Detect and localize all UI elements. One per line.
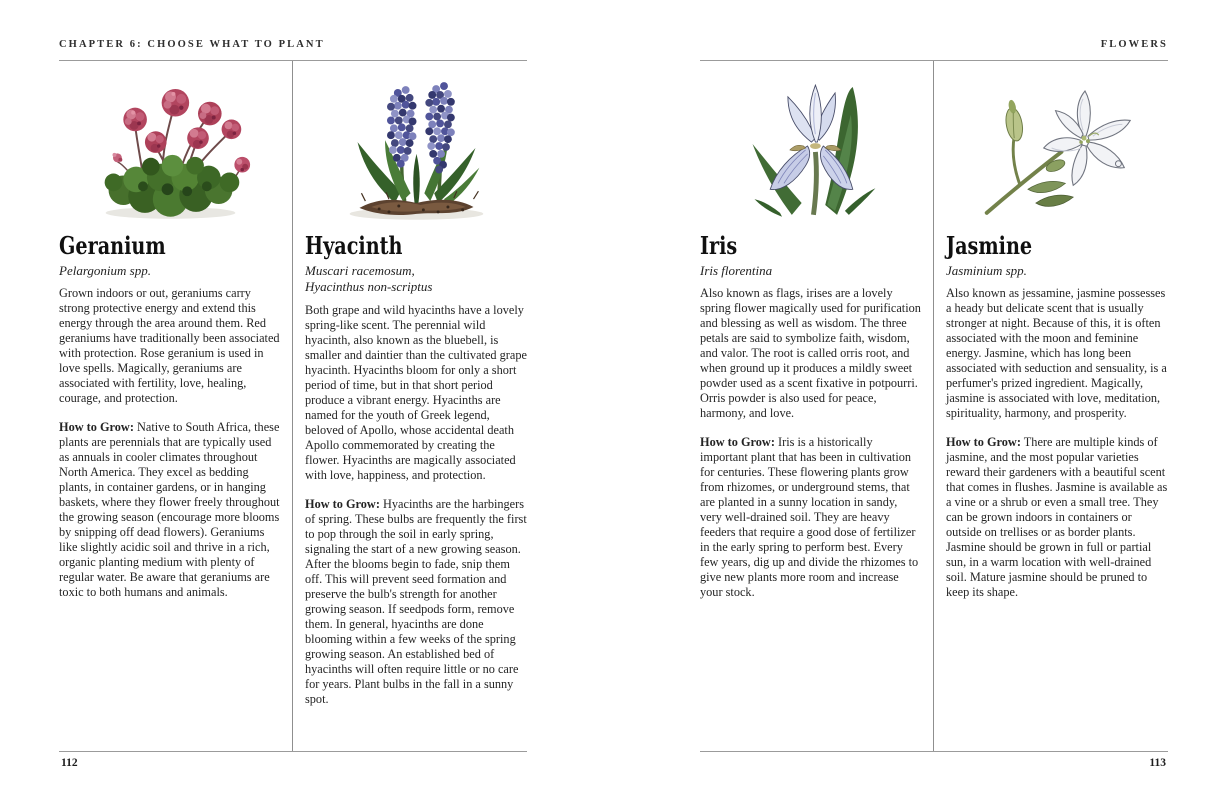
hyacinth-illustration: [305, 70, 527, 222]
entry-title: Iris: [700, 231, 738, 260]
jasmine-illustration: [946, 70, 1168, 222]
footer-rule: [59, 751, 527, 752]
entry-description: Grown indoors or out, geraniums carry strong protective energy and extend this energy through the area around them. Red geraniums have traditionally been associated with protection. Rose geranium is used in love spells. Magically, geraniums are associated with fertility, love, healing, courage, and protection.: [59, 286, 280, 406]
entry-latin-name: [305, 263, 527, 296]
entry-how-to-grow: [946, 435, 1168, 600]
running-head-right: FLOWERS: [1100, 39, 1168, 50]
page-left: [59, 0, 527, 800]
how-to-grow-text: Iris is a historically important plant that has been in cultivation for centuries. These flowering plants grow from rhizomes, or underground stems, that are planted in a sunny location in sandy, very well-drained soil. They are heavy feeders that require a good dose of fertilizer in the early spring to perform best. Every few years, dig up and divide the rhizomes to give new plants more room and increase your stock.: [700, 435, 919, 600]
iris-illustration: [700, 70, 922, 222]
entry-geranium: [59, 61, 293, 751]
entry-jasmine: [934, 61, 1168, 751]
how-to-grow-text: Hyacinths are the harbingers of spring. These bulbs are frequently the first to pop through the soil in early spring, signaling the start of a new growing season. After the blooms begin to fade, snip them off. This will prevent seed formation and preserve the bulb's strength for another growing season. If seedpods form, remove them. In general, hyacinths are done blooming within a few weeks of the spring growing season. An established bed of hyacinths will often require little or no care for years. Plant bulbs in the fall in a sunny spot.: [305, 496, 527, 706]
geranium-illustration: [59, 70, 281, 222]
footer-rule: [700, 751, 1168, 752]
entry-description: Also known as flags, irises are a lovely spring flower magically used for purification and blessing as well as wisdom. The three petals are said to symbolize faith, wisdom, and valor. The root is called orris root, and when ground up it produces a mildly sweet powder used as a scent fixative in potpourri. Orris powder is also used for peace, harmony, and love.: [700, 286, 921, 421]
entry-description: Both grape and wild hyacinths have a lovely spring-like scent. The perennial wild hyacinth, also known as the bluebell, is smaller and daintier than the cultivated grape hyacinth. Hyacinths bloom for only a short period of time, but in that short period produce a vibrant energy. Hyacinths are named for the youth of Greek legend, beloved of Apollo, whose accidental death Apollo commemorated by creating the flower. Hyacinths are magically associated with love, happiness, and protection.: [305, 302, 527, 482]
how-to-grow-label: How to Grow:: [946, 435, 1021, 450]
page-right: [700, 0, 1168, 800]
how-to-grow-label: How to Grow:: [305, 496, 380, 511]
how-to-grow-label: How to Grow:: [59, 420, 134, 435]
how-to-grow-label: How to Grow:: [700, 435, 775, 450]
entry-title: Geranium: [59, 231, 166, 260]
entry-how-to-grow: [700, 435, 922, 600]
entry-latin-name: [59, 263, 281, 279]
page-number-right: 113: [1149, 757, 1166, 769]
entry-how-to-grow: [305, 497, 527, 707]
page-body-right: [700, 61, 1168, 751]
entry-title: Jasmine: [946, 231, 1033, 260]
entry-iris: [700, 61, 934, 751]
entry-latin-name: [700, 263, 922, 279]
latin-line: Pelargonium spp.: [59, 263, 151, 278]
how-to-grow-text: There are multiple kinds of jasmine, and the most popular varieties reward their gardeners with a beautiful scent that comes in flushes. Jasmine is available as a vine or a shrub or even a small tree. They can be grown indoors in containers or outside on trellises or as border plants. Jasmine should be grown in full or partial sun, in a warm location with well-drained soil. Mature jasmine should be pruned to keep its shape.: [946, 435, 1168, 600]
entry-description: Also known as jessamine, jasmine possesses a heady but delicate scent that is usually stronger at night. Because of this, it is often associated with the moon and feminine energy. Jasmine, which has long been associated with seduction and sensuality, is a perfumer's prized ingredient. Magically, jasmine is associated with love, meditation, spirituality, harmony, and prosperity.: [946, 286, 1167, 421]
how-to-grow-text: Native to South Africa, these plants are perennials that are typically used as annuals in cooler climates throughout North America. They excel as bedding plants, in container gardens, or in hanging baskets, where they flower freely throughout the growing season (encourage more blooms by snipping off dead flowers). Geraniums like slightly acidic soil and thrive in a rich, organic planting medium with plenty of regular water. Be aware that geraniums are toxic to both humans and animals.: [59, 420, 280, 600]
entry-hyacinth: [293, 61, 527, 751]
latin-line: Iris florentina: [700, 263, 773, 278]
page-number-left: 112: [61, 757, 78, 769]
entry-how-to-grow: [59, 420, 281, 600]
latin-line: Hyacinthus non-scriptus: [305, 279, 433, 295]
latin-line: Jasminium spp.: [946, 263, 1027, 278]
latin-line: Muscari racemosum,: [305, 263, 415, 278]
running-head-left: CHAPTER 6: CHOOSE WHAT TO PLANT: [59, 39, 325, 50]
entry-latin-name: [946, 263, 1168, 279]
entry-title: Hyacinth: [305, 231, 403, 260]
page-body-left: [59, 61, 527, 751]
